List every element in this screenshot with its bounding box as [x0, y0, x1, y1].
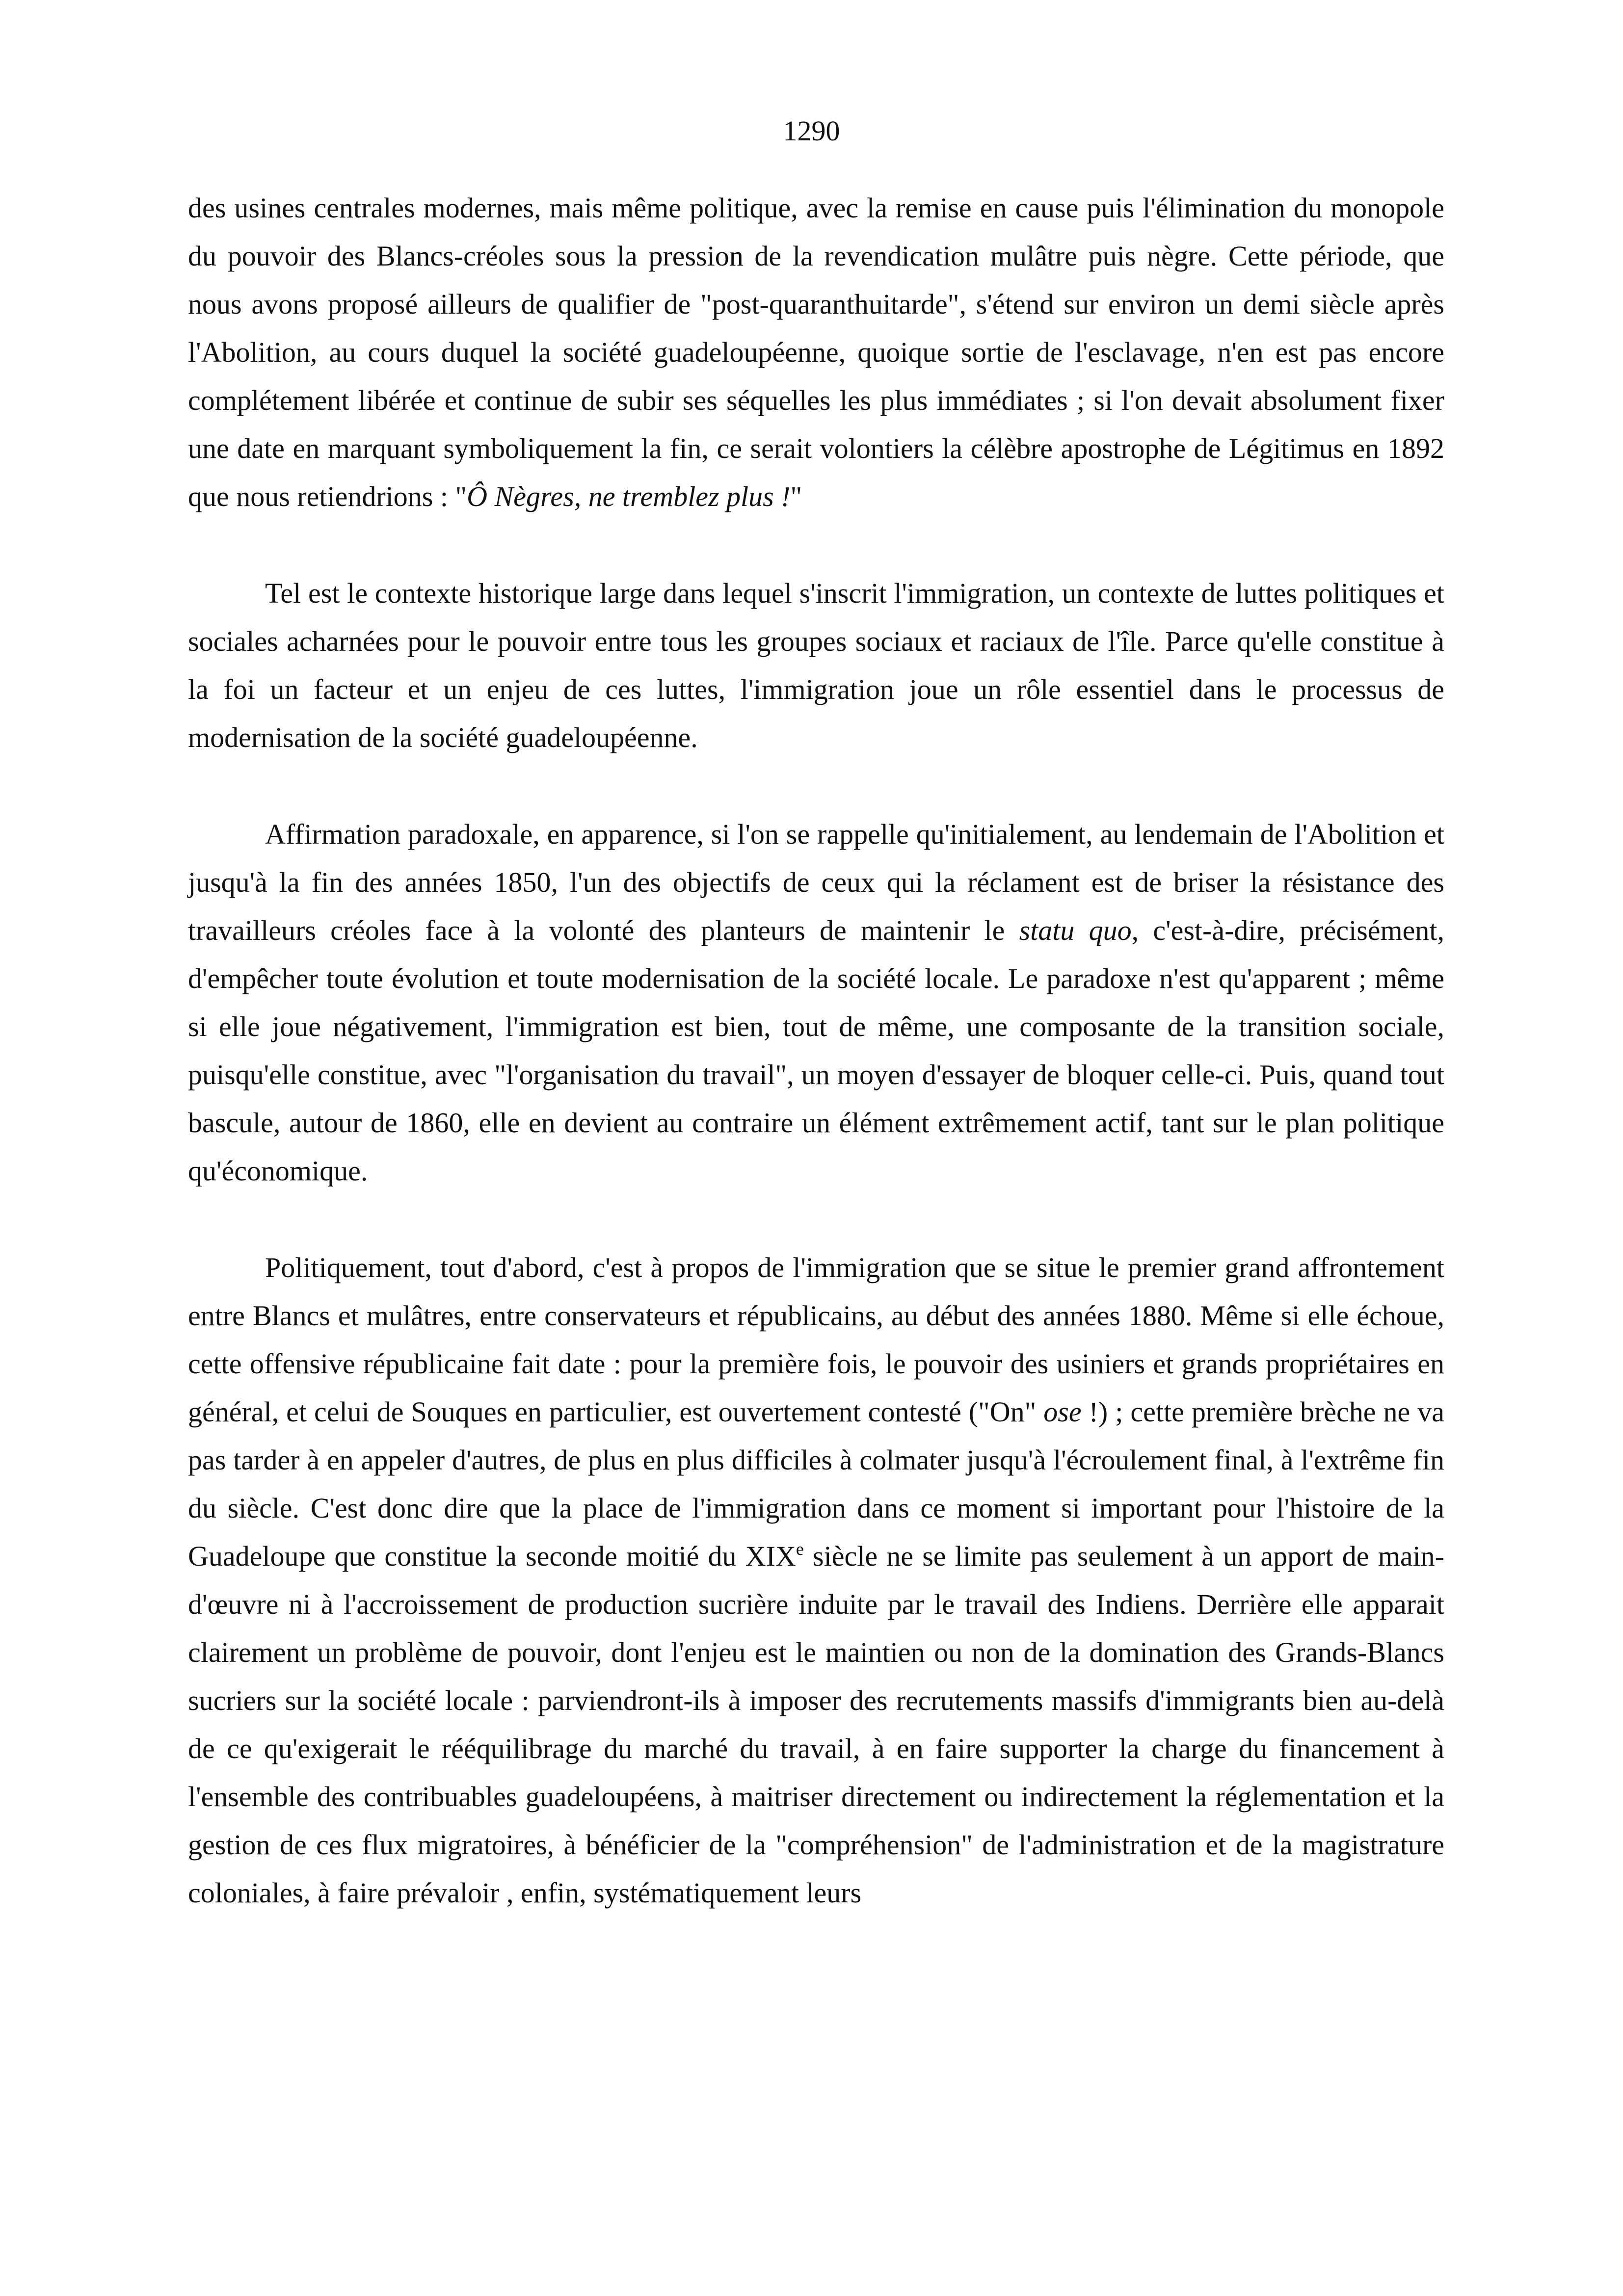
superscript-e: e [796, 1539, 804, 1559]
paragraph-2 [188, 569, 1444, 762]
paragraph-3 [188, 810, 1444, 1195]
paragraph-4-text-c: siècle ne se limite pas seulement à un apport de main-d'œuvre ni à l'accroissement de production sucrière induite par le travail des Indiens. Derrière elle apparait clairement un problème de pouvoir, dont l'enjeu est le maintien ou non de la domination des Grands-Blancs sucriers sur la société locale : parviendront-ils à imposer des recrutements massifs d'immigrants bien au-delà de ce qu'exigerait le rééquilibrage du marché du travail, à en faire supporter la charge du financement à l'ensemble des contribuables guadeloupéens, à maitriser directement ou indirectement la réglementation et la gestion de ces flux migratoires, à bénéficier de la "compréhension" de l'administration et de la magistrature coloniales, à faire prévaloir , enfin, systématiquement leurs [188, 1540, 1444, 1909]
paragraph-1-text-b: " [790, 481, 802, 512]
paragraph-4 [188, 1244, 1444, 1917]
paragraph-3-text-a: Affirmation paradoxale, en apparence, si l'on se rappelle qu'initialement, au lendemain de l'Abolition et jusqu'à la fin des années 1850, l'un des objectifs de ceux qui la réclament est de briser la résistance des travailleurs créoles face à la volonté des planteurs de maintenir le [188, 818, 1444, 946]
paragraph-4-italic: ose [1043, 1396, 1082, 1428]
page-number: 1290 [783, 115, 840, 147]
paragraph-1 [188, 184, 1444, 521]
paragraph-3-italic: statu quo [1019, 914, 1132, 946]
body-text [188, 184, 1444, 1917]
paragraph-2-text: Tel est le contexte historique large dans lequel s'inscrit l'immigration, un contexte de luttes politiques et sociales acharnées pour le pouvoir entre tous les groupes sociaux et raciaux de l'île. Parce qu'elle constitue à la foi un facteur et un enjeu de ces luttes, l'immigration joue un rôle essentiel dans le processus de modernisation de la société guadeloupéenne. [188, 577, 1444, 753]
paragraph-1-quote: Ô Nègres, ne tremblez plus ! [467, 481, 791, 512]
paragraph-1-text-a: des usines centrales modernes, mais même politique, avec la remise en cause puis l'élimination du monopole du pouvoir des Blancs-créoles sous la pression de la revendication mulâtre puis nègre. Cette période, que nous avons proposé ailleurs de qualifier de "post-quaranthuitarde", s'étend sur environ un demi siècle après l'Abolition, au cours duquel la société guadeloupéenne, quoique sortie de l'esclavage, n'en est pas encore complétement libérée et continue de subir ses séquelles les plus immédiates ; si l'on devait absolument fixer une date en marquant symboliquement la fin, ce serait volontiers la célèbre apostrophe de Légitimus en 1892 que nous retiendrions : " [188, 192, 1444, 512]
paragraph-4-text-a: Politiquement, tout d'abord, c'est à propos de l'immigration que se situe le premier grand affrontement entre Blancs et mulâtres, entre conservateurs et républicains, au début des années 1880. Même si elle échoue, cette offensive républicaine fait date : pour la première fois, le pouvoir des usiniers et grands propriétaires en général, et celui de Souques en particulier, est ouvertement contesté ("On" [188, 1252, 1444, 1428]
paragraph-3-text-b: , c'est-à-dire, précisément, d'empêcher toute évolution et toute modernisation de la société locale. Le paradoxe n'est qu'apparent ; même si elle joue négativement, l'immigration est bien, tout de même, une composante de la transition sociale, puisqu'elle constitue, avec "l'organisation du travail", un moyen d'essayer de bloquer celle-ci. Puis, quand tout bascule, autour de 1860, elle en devient au contraire un élément extrêmement actif, tant sur le plan politique qu'économique. [188, 914, 1444, 1187]
paragraph-4-text-b: !) ; cette première brèche ne va pas tarder à en appeler d'autres, de plus en plus difficiles à colmater jusqu'à l'écroulement final, à l'extrême fin du siècle. C'est donc dire que la place de l'immigration dans ce moment si important pour l'histoire de la Guadeloupe que constitue la seconde moitié du XIX [188, 1396, 1444, 1572]
